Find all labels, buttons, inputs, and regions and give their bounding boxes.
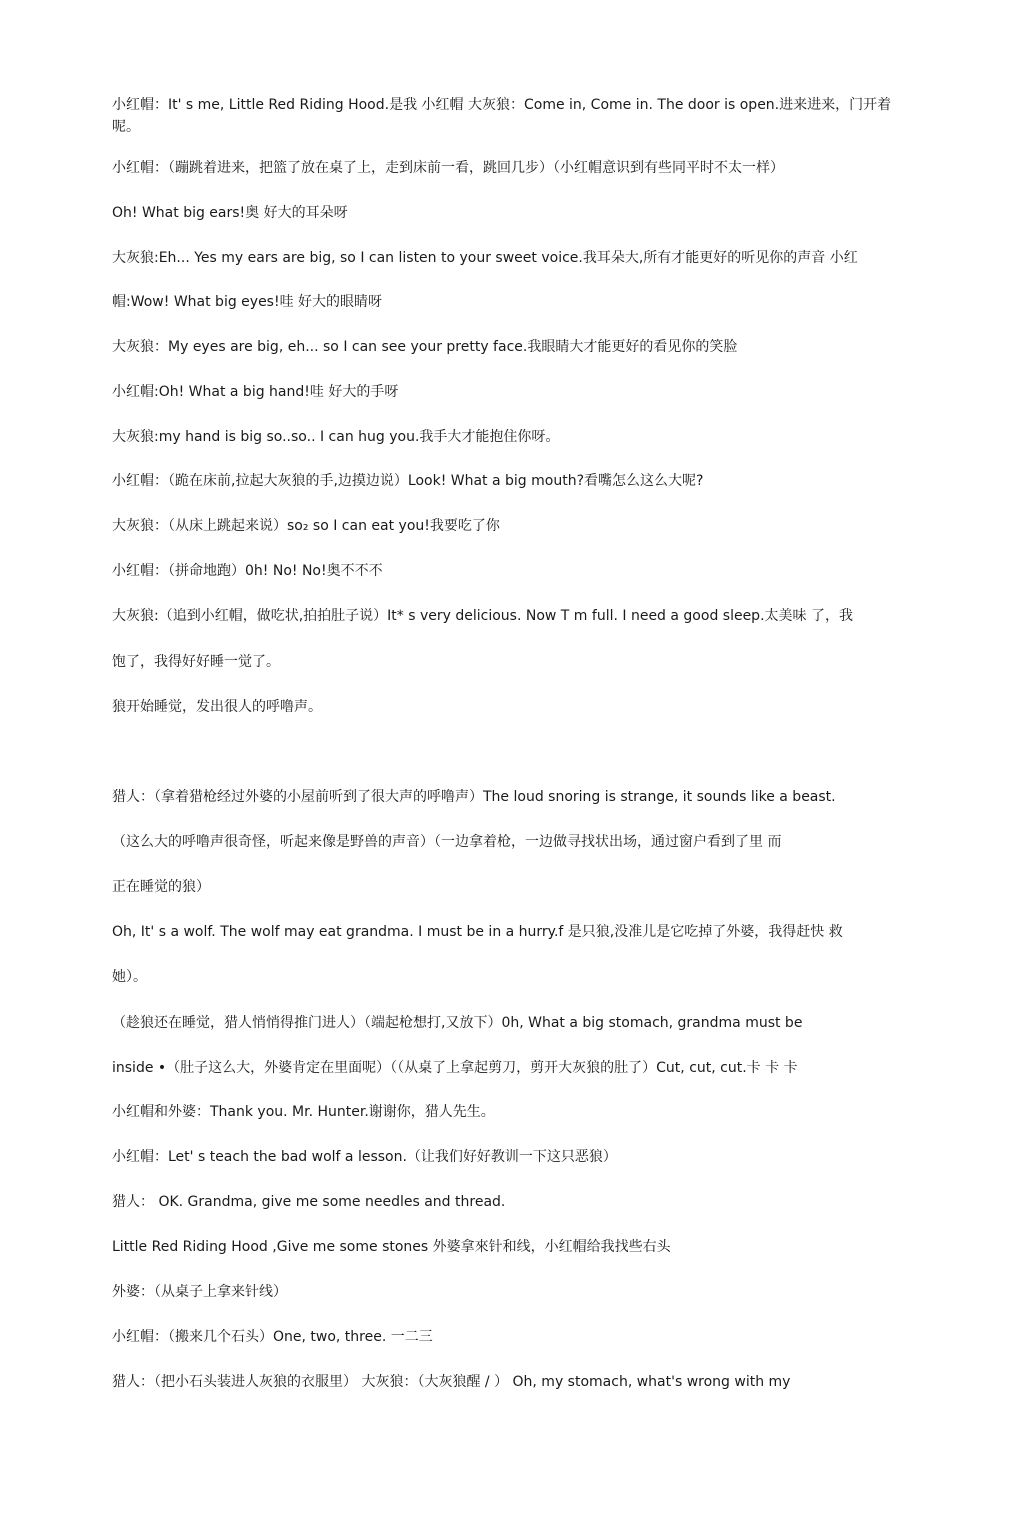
paragraph-line: 小红帽:Oh! What a big hand!哇 好大的手呀 [112, 384, 399, 400]
paragraph-line: 大灰狼:my hand is big so..so.. I can hug you.我手大才能抱住你呀。 [112, 429, 560, 445]
paragraph-line: inside •（肚子这么大，外婆肯定在里面呢）（（从桌了上拿起剪刀，剪开大灰狼的肚了）Cut, cut, cut.卡 卡 卡 [112, 1060, 798, 1076]
paragraph-line: 大灰狼：My eyes are big, eh... so I can see your pretty face.我眼睛大才能更好的看见你的笑脸 [112, 339, 738, 355]
paragraph-line: 猎人： OK. Grandma, give me some needles and thread. [112, 1194, 506, 1210]
paragraph-line: Oh! What big ears!奥 好大的耳朵呀 [112, 205, 348, 221]
paragraph-line: 正在睡觉的狼） [112, 879, 210, 895]
paragraph-line: Oh, It' s a wolf. The wolf may eat grandma. I must be in a hurry.f 是只狼,没准儿是它吃掉了外婆，我得赶快 救 [112, 924, 843, 940]
paragraph-line: （趁狼还在睡觉，猎人悄悄得推门进人）（端起枪想打,又放下）0h, What a big stomach, grandma must be [112, 1015, 803, 1031]
paragraph-line: 小红帽：（蹦跳着进来，把篮了放在桌了上，走到床前一看，跳回几步）（小红帽意识到有些同平时不太一样） [112, 160, 784, 176]
paragraph-line: 她）。 [112, 969, 147, 985]
paragraph-line: 帽:Wow! What big eyes!哇 好大的眼睛呀 [112, 294, 383, 310]
paragraph-line: 小红帽：（搬来几个石头）One, two, three. 一二三 [112, 1329, 433, 1345]
paragraph-line: Little Red Riding Hood ,Give me some stones 外婆拿來针和线，小红帽给我找些右头 [112, 1239, 671, 1255]
paragraph-line: 猎人：（把小石头装进人灰狼的衣服里） 大灰狼：（大灰狼醒 / ） Oh, my stomach, what's wrong with my [112, 1374, 791, 1390]
paragraph-line: 小红帽：（跪在床前,拉起大灰狼的手,边摸边说）Look! What a big mouth?看嘴怎么这么大呢? [112, 473, 704, 489]
paragraph-line: 小红帽和外婆：Thank you. Mr. Hunter.谢谢你，猎人先生。 [112, 1104, 495, 1120]
paragraph-line: 小红帽：（拼命地跑）0h! No! No!奥不不不 [112, 563, 383, 579]
paragraph-line: 饱了，我得好好睡一觉了。 [112, 654, 280, 670]
paragraph-line: 猎人：（拿着猎枪经过外婆的小屋前听到了很大声的呼噜声）The loud snoring is strange, it sounds like a beast. [112, 789, 836, 805]
paragraph-line: 大灰狼：（从床上跳起来说）so₂ so I can eat you!我要吃了你 [112, 518, 500, 534]
paragraph-line: 狼开始睡觉，发出很人的呼噜声。 [112, 699, 322, 715]
paragraph-line: 小红帽：It' s me, Little Red Riding Hood.是我 小红帽 大灰狼：Come in, Come in. The door is open.进来进来，门开着呢。 [112, 97, 892, 135]
paragraph-line: 大灰狼:（追到小红帽，做吃状,拍拍肚子说）It* s very delicious. Now T m full. I need a good sleep.太美味 了，我 [112, 608, 853, 624]
paragraph-line: （这么大的呼噜声很奇怪，听起来像是野兽的声音）（一边拿着枪，一边做寻找状出场，通过窗户看到了里 而 [112, 834, 782, 850]
paragraph-line: 小红帽：Let' s teach the bad wolf a lesson.（让我们好好教训一下这只恶狼） [112, 1149, 617, 1165]
paragraph-line: 大灰狼:Eh... Yes my ears are big, so I can listen to your sweet voice.我耳朵大,所有才能更好的听见你的声音 小红 [112, 250, 858, 266]
paragraph-line: 外婆：（从桌子上拿来针线） [112, 1284, 287, 1300]
